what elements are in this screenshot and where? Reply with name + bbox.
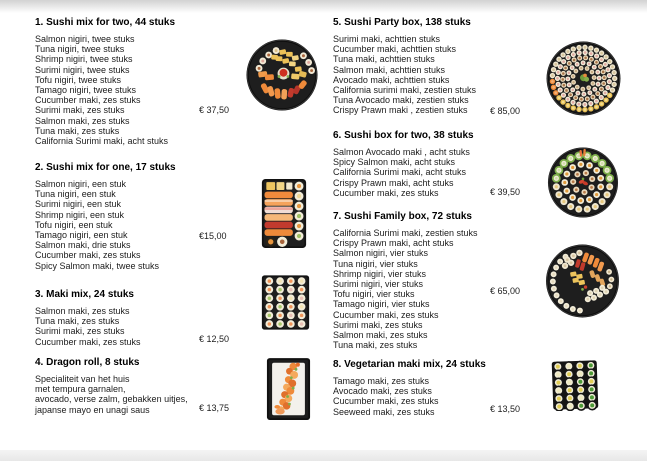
menu-item-6 bbox=[333, 130, 563, 198]
menu-item-2-title: 2. Sushi mix for one, 17 stuks bbox=[35, 162, 176, 173]
menu-item-4 bbox=[35, 357, 265, 415]
menu-item-2-photo bbox=[261, 177, 307, 250]
menu-item-2-ingredient-8: Cucumber maki, zes stuks bbox=[35, 250, 141, 261]
menu-item-4-ingredient-2: met tempura garnalen, bbox=[35, 384, 126, 395]
menu-item-5-ingredient-7: Tuna Avocado maki, zestien stuks bbox=[333, 95, 469, 106]
menu-item-7-price: € 65,00 bbox=[490, 286, 521, 296]
menu-item-5-ingredient-1: Surimi maki, achttien stuks bbox=[333, 34, 441, 44]
menu-item-5-ingredient-5: Avocado maki, achttien stuks bbox=[333, 74, 450, 85]
menu-item-1-ingredient-4: Surimi nigiri, twee stuks bbox=[35, 64, 130, 75]
menu-item-3-ingredient-4: Cucumber maki, zes stuks bbox=[35, 336, 141, 347]
menu-item-1-ingredient-5: Tofu nigiri, twee stuks bbox=[35, 74, 122, 85]
menu-item-5-photo bbox=[543, 40, 624, 117]
menu-item-3-ingredients bbox=[35, 306, 265, 347]
menu-item-1-ingredient-8: Surimi maki, zes stuks bbox=[35, 105, 125, 116]
menu-item-8-title: 8. Vegetarian maki mix, 24 stuks bbox=[333, 359, 486, 370]
menu-item-6-title: 6. Sushi box for two, 38 stuks bbox=[333, 130, 474, 141]
menu-item-3-photo bbox=[261, 272, 310, 333]
menu-item-6-ingredient-3: California Surimi maki, acht stuks bbox=[333, 167, 467, 178]
menu-item-2-ingredient-9: Spicy Salmon maki, twee stuks bbox=[35, 260, 160, 271]
menu-item-3-ingredient-2: Tuna maki, zes stuks bbox=[35, 316, 120, 327]
menu-item-8-ingredient-1: Tamago maki, zes stuks bbox=[333, 376, 430, 386]
menu-item-1-ingredient-9: Salmon maki, zes stuks bbox=[35, 115, 130, 126]
menu-item-5-ingredient-8: Crispy Prawn maki , zestien stuks bbox=[333, 105, 468, 116]
menu-item-2-ingredient-5: Tofu nigiri, een stuk bbox=[35, 219, 113, 230]
menu-item-2-ingredient-7: Salmon maki, drie stuks bbox=[35, 240, 131, 251]
menu-item-5-price: € 85,00 bbox=[490, 106, 521, 116]
menu-item-8-ingredients bbox=[333, 376, 563, 417]
menu-item-5-title: 5. Sushi Party box, 138 stuks bbox=[333, 17, 471, 28]
menu-item-7-ingredient-12: Tuna maki, zes stuks bbox=[333, 340, 418, 351]
menu-item-3-ingredient-3: Surimi maki, zes stuks bbox=[35, 326, 125, 337]
menu-item-8-ingredient-3: Cucumber maki, zes stuks bbox=[333, 396, 439, 407]
menu-item-7-ingredient-2: Crispy Prawn maki, acht stuks bbox=[333, 238, 454, 249]
menu-item-4-title: 4. Dragon roll, 8 stuks bbox=[35, 357, 140, 368]
menu-item-7-ingredients bbox=[333, 228, 563, 350]
menu-item-1-ingredients bbox=[35, 34, 265, 146]
menu-item-7-ingredient-10: Surimi maki, zes stuks bbox=[333, 319, 423, 330]
menu-item-6-photo bbox=[546, 146, 620, 219]
menu-item-7-ingredient-1: California Surimi maki, zestien stuks bbox=[333, 228, 478, 238]
menu-item-2-ingredients bbox=[35, 179, 265, 271]
menu-item-3-price: € 12,50 bbox=[199, 334, 230, 344]
menu-item-1-ingredient-2: Tuna nigiri, twee stuks bbox=[35, 44, 125, 55]
menu-item-7-ingredient-8: Tamago nigiri, vier stuks bbox=[333, 299, 430, 310]
menu-item-1-ingredient-1: Salmon nigiri, twee stuks bbox=[35, 34, 135, 44]
menu-item-1-ingredient-3: Shrimp nigiri, twee stuks bbox=[35, 54, 133, 65]
menu-item-7-ingredient-11: Salmon maki, zes stuks bbox=[333, 330, 428, 341]
menu-item-8-photo bbox=[551, 359, 599, 411]
menu-item-7-ingredient-6: Surimi nigiri, vier stuks bbox=[333, 279, 424, 290]
menu-item-4-ingredient-1: Specialiteit van het huis bbox=[35, 374, 130, 384]
menu-item-3 bbox=[35, 289, 265, 347]
menu-item-2-ingredient-4: Shrimp nigiri, een stuk bbox=[35, 209, 125, 220]
menu-item-2 bbox=[35, 162, 265, 271]
menu-item-1-title: 1. Sushi mix for two, 44 stuks bbox=[35, 17, 176, 28]
menu-item-1-ingredient-6: Tamago nigiri, twee stuks bbox=[35, 85, 137, 96]
menu-item-5-ingredient-6: California surimi maki, zestien stuks bbox=[333, 85, 477, 96]
menu-item-7-photo bbox=[543, 243, 622, 319]
menu-item-7-ingredient-9: Cucumber maki, zes stuks bbox=[333, 309, 439, 320]
menu-item-7-ingredient-5: Shrimp nigiri, vier stuks bbox=[333, 268, 427, 279]
menu-item-8-price: € 13,50 bbox=[490, 404, 521, 414]
menu-item-7-title: 7. Sushi Family box, 72 stuks bbox=[333, 211, 472, 222]
menu-item-5-ingredients bbox=[333, 34, 563, 116]
menu-item-5-ingredient-4: Salmon maki, achttien stuks bbox=[333, 64, 446, 75]
menu-item-1-ingredient-7: Cucumber maki, zes stuks bbox=[35, 95, 141, 106]
menu-item-3-title: 3. Maki mix, 24 stuks bbox=[35, 289, 134, 300]
menu-item-8-ingredient-2: Avocado maki, zes stuks bbox=[333, 386, 432, 397]
menu-item-8-ingredient-4: Seeweed maki, zes stuks bbox=[333, 406, 435, 417]
menu-item-6-ingredient-4: Crispy Prawn maki, acht stuks bbox=[333, 177, 454, 188]
menu-item-6-ingredient-1: Salmon Avocado maki , acht stuks bbox=[333, 147, 470, 157]
menu-item-6-ingredients bbox=[333, 147, 563, 198]
menu-item-2-price: €15,00 bbox=[199, 231, 227, 241]
menu-item-7-ingredient-3: Salmon nigiri, vier stuks bbox=[333, 248, 429, 259]
menu-item-6-ingredient-5: Cucumber maki, zes stuks bbox=[333, 187, 439, 198]
menu-item-1 bbox=[35, 17, 265, 146]
menu-item-3-ingredient-1: Salmon maki, zes stuks bbox=[35, 306, 130, 316]
menu-item-7 bbox=[333, 211, 563, 350]
bottom-shadow-band bbox=[0, 450, 647, 461]
menu-item-5-ingredient-3: Tuna maki, achttien stuks bbox=[333, 54, 435, 65]
menu-item-1-ingredient-10: Tuna maki, zes stuks bbox=[35, 125, 120, 136]
menu-item-4-ingredient-4: japanse mayo en unagi saus bbox=[35, 404, 150, 415]
menu-item-7-ingredient-7: Tofu nigiri, vier stuks bbox=[333, 289, 415, 300]
menu-item-2-ingredient-3: Surimi nigiri, een stuk bbox=[35, 199, 122, 210]
menu-item-8 bbox=[333, 359, 563, 417]
menu-item-6-price: € 39,50 bbox=[490, 187, 521, 197]
menu-item-4-ingredients bbox=[35, 374, 265, 415]
menu-item-5 bbox=[333, 17, 563, 116]
menu-item-4-ingredient-3: avocado, verse zalm, gebakken uitjes, bbox=[35, 394, 188, 405]
menu-item-2-ingredient-2: Tuna nigiri, een stuk bbox=[35, 189, 116, 200]
menu-item-7-ingredient-4: Tuna nigiri, vier stuks bbox=[333, 258, 418, 269]
menu-item-4-photo bbox=[266, 356, 311, 422]
menu-item-1-ingredient-11: California Surimi maki, acht stuks bbox=[35, 136, 169, 147]
menu-item-4-price: € 13,75 bbox=[199, 403, 230, 413]
menu-item-1-price: € 37,50 bbox=[199, 105, 230, 115]
top-shadow-band bbox=[0, 0, 647, 13]
menu-item-2-ingredient-6: Tamago nigiri, een stuk bbox=[35, 230, 128, 241]
menu-item-6-ingredient-2: Spicy Salmon maki, acht stuks bbox=[333, 157, 456, 168]
menu-item-5-ingredient-2: Cucumber maki, achttien stuks bbox=[333, 44, 457, 55]
menu-item-2-ingredient-1: Salmon nigiri, een stuk bbox=[35, 179, 127, 189]
menu-item-1-photo bbox=[244, 38, 320, 112]
